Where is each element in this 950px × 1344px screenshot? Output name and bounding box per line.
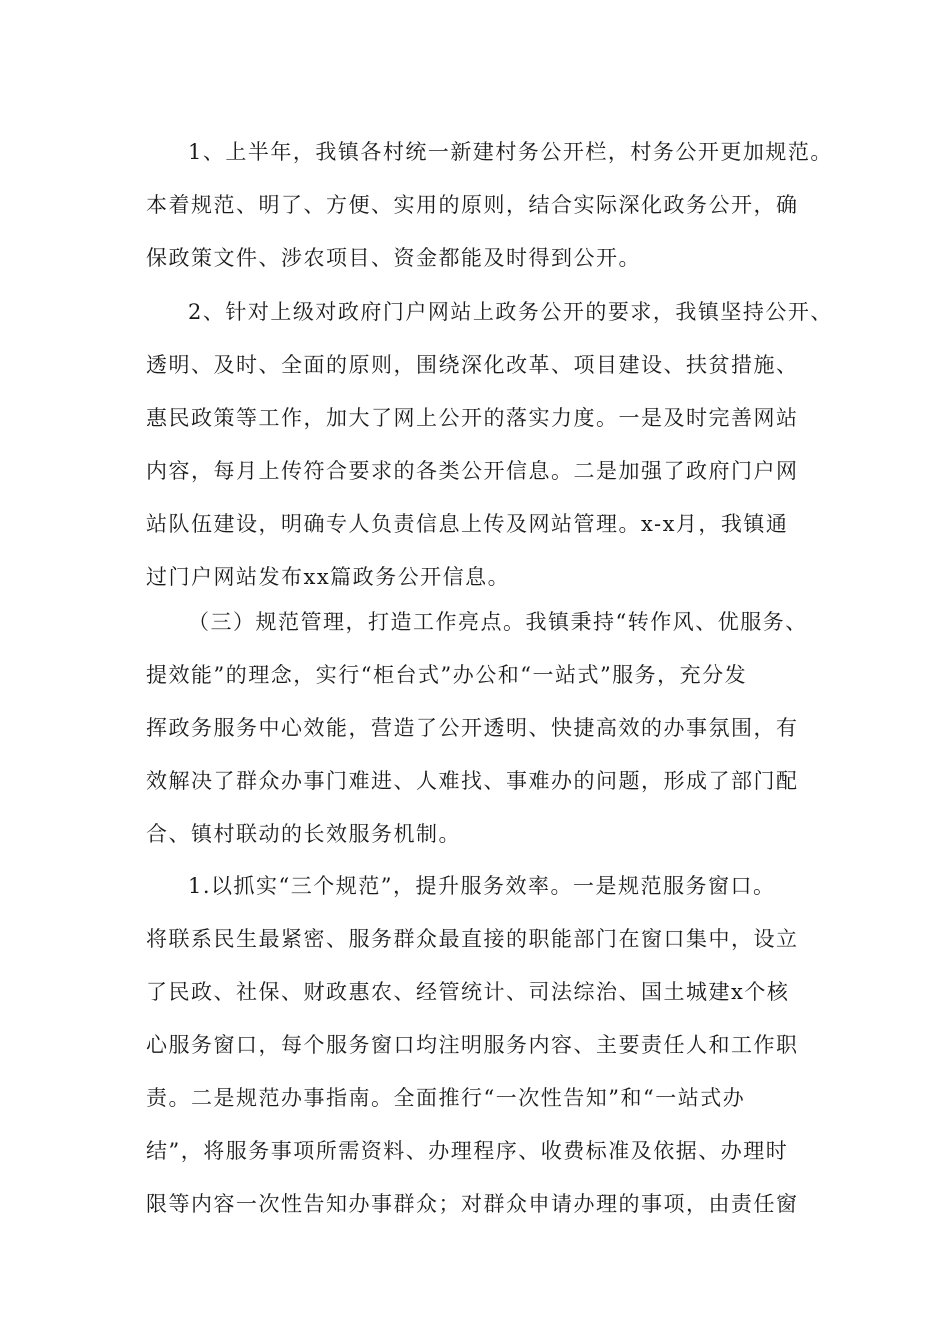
text-line: 心服务窗口，每个服务窗口均注明服务内容、主要责任人和工作职	[146, 1033, 799, 1057]
text-line: 将联系民生最紧密、服务群众最直接的职能部门在窗口集中，设立	[146, 927, 799, 951]
text-line: 责。二是规范办事指南。全面推行“一次性告知”和“一站式办	[146, 1086, 746, 1110]
text-line: 了民政、社保、财政惠农、经管统计、司法综治、国土城建x个核	[146, 980, 790, 1004]
text-line: 2、针对上级对政府门户网站上政务公开的要求，我镇坚持公开、	[188, 300, 833, 324]
text-line: 内容，每月上传符合要求的各类公开信息。二是加强了政府门户网	[146, 459, 799, 483]
text-line: 站队伍建设，明确专人负责信息上传及网站管理。x-x月，我镇通	[146, 512, 789, 536]
text-line: 结”，将服务事项所需资料、办理程序、收费标准及依据、办理时	[146, 1139, 789, 1163]
text-line: （三）规范管理，打造工作亮点。我镇秉持“转作风、优服务、	[188, 610, 808, 634]
paragraph-2	[146, 286, 833, 604]
text-line: 限等内容一次性告知办事群众；对群众申请办理的事项，由责任窗	[146, 1192, 799, 1216]
text-line: 挥政务服务中心效能，营造了公开透明、快捷高效的办事氛围，有	[146, 716, 799, 740]
text-line: 效解决了群众办事门难进、人难找、事难办的问题，形成了部门配	[146, 769, 799, 793]
paragraph-3	[146, 596, 826, 861]
paragraph-4	[146, 860, 826, 1231]
text-line: 1、上半年，我镇各村统一新建村务公开栏，村务公开更加规范。	[188, 140, 833, 164]
text-line: 过门户网站发布xx篇政务公开信息。	[146, 565, 511, 589]
paragraph-1	[146, 126, 833, 285]
text-line: 1.以抓实“三个规范”，提升服务效率。一是规范服务窗口。	[188, 874, 776, 898]
text-line: 合、镇村联动的长效服务机制。	[146, 822, 461, 846]
text-line: 提效能”的理念，实行“柜台式”办公和“一站式”服务，充分发	[146, 663, 748, 687]
text-line: 保政策文件、涉农项目、资金都能及时得到公开。	[146, 246, 641, 270]
text-line: 透明、及时、全面的原则，围绕深化改革、项目建设、扶贫措施、	[146, 353, 799, 377]
text-line: 本着规范、明了、方便、实用的原则，结合实际深化政务公开，确	[146, 193, 799, 217]
text-line: 惠民政策等工作，加大了网上公开的落实力度。一是及时完善网站	[146, 406, 799, 430]
